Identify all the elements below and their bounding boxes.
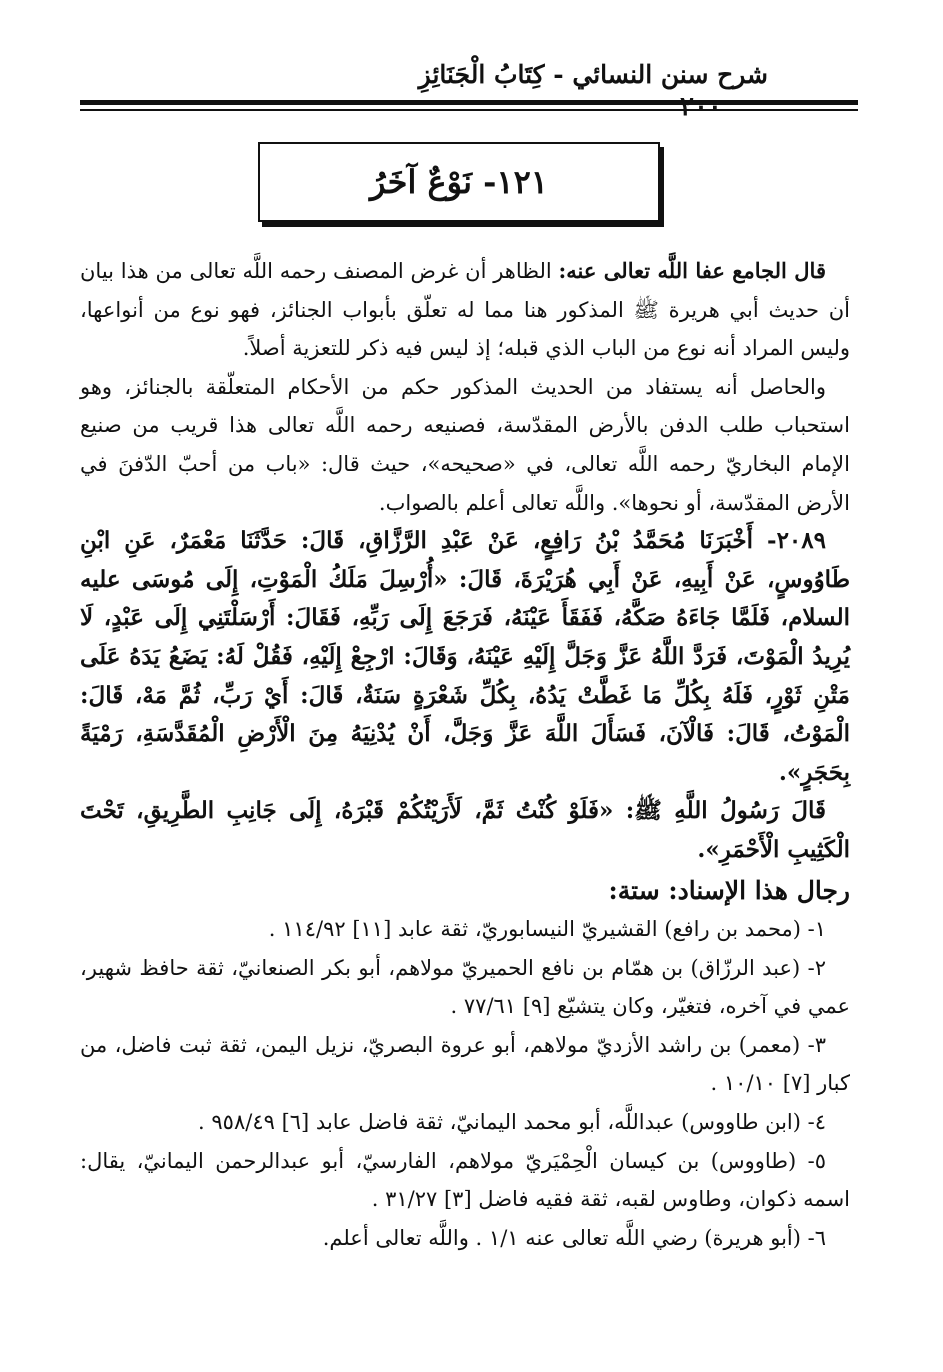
- hadith-closing-text: قَالَ رَسُولُ اللَّهِ ﷺ: «فَلَوْ كُنْتُ ثَمَّ، لَأَرَيْتُكُمْ قَبْرَهُ، إِلَى جَانِبِ الطَّرِيقِ، تَحْتَ الْكَثِيبِ الْأَحْمَرِ».: [80, 797, 850, 863]
- commentary-paragraph-1: [80, 252, 850, 368]
- section-title: ١٢١- نَوْعٌ آخَرُ: [370, 163, 548, 201]
- author-label: قال الجامع عفا اللَّه تعالى عنه:: [558, 258, 826, 283]
- hadith-body: أَخْبَرَنَا مُحَمَّدُ بْنُ رَافِعٍ، عَنْ عَبْدِ الرَّزَّاقِ، قَالَ: حَدَّثَنَا مَعْمَرٌ، عَنِ ابْنِ طَاوُوسٍ، عَنْ أَبِيهِ، عَنْ أَبِي هُرَيْرَةَ، قَالَ: «أُرْسِلَ مَلَكُ الْمَوْتِ، إِلَى مُوسَى عليه السلام، فَلَمَّا جَاءَهُ صَكَّهُ، فَفَقَأَ عَيْنَهُ، فَرَجَعَ إِلَى رَبِّهِ، فَقَالَ: أَرْسَلْتَنِي إِلَى عَبْدٍ، لَا يُرِيدُ الْمَوْتَ، فَرَدَّ اللَّهُ عَزَّ وَجَلَّ إِلَيْهِ عَيْنَهُ، وَقَالَ: ارْجِعْ إِلَيْهِ، فَقُلْ لَهُ: يَضَعُ يَدَهُ عَلَى مَتْنِ ثَوْرٍ، فَلَهُ بِكُلِّ مَا غَطَّتْ يَدُهُ، بِكُلِّ شَعْرَةٍ سَنَةٌ، قَالَ: أَيْ رَبِّ، ثُمَّ مَهْ، قَالَ: الْمَوْتُ، قَالَ: فَالْآنَ، فَسَأَلَ اللَّهَ عَزَّ وَجَلَّ، أَنْ يُدْنِيَهُ مِنَ الْأَرْضِ الْمُقَدَّسَةِ، رَمْيَةً بِحَجَرٍ».: [80, 527, 850, 786]
- hadith-number: ٢٠٨٩-: [767, 527, 826, 555]
- narrators-heading: رجال هذا الإسناد: ستة:: [608, 875, 850, 905]
- narrator-item: ٢- (عبد الرزّاق) بن همّام بن نافع الحميريّ مولاهم، أبو بكر الصنعانيّ، ثقة حافظ شهير، عمي في آخره، فتغيّر، وكان يتشيّع [٩] ٧٧/٦١ .: [80, 955, 850, 1019]
- page-body: [80, 252, 850, 1257]
- narrator-item: ٣- (معمر) بن راشد الأزديّ مولاهم، أبو عروة البصريّ، نزيل اليمن، ثقة ثبت فاضل، من كبار [٧] ١٠/١٠ .: [80, 1032, 850, 1096]
- narrator-item: ٤- (ابن طاووس) عبداللَّه، أبو محمد اليمانيّ، ثقة فاضل عابد [٦] ٩٥٨/٤٩ .: [198, 1110, 826, 1135]
- narrator-item: ١- (محمد بن رافع) القشيريّ النيسابوريّ، ثقة عابد [١١] ١١٤/٩٢ .: [268, 917, 826, 942]
- narrator-item: ٦- (أبو هريرة) رضي اللَّه تعالى عنه ١/١ . واللَّه تعالى أعلم.: [322, 1225, 826, 1250]
- hadith-text: [80, 522, 850, 792]
- commentary-text-1: الظاهر أن غرض المصنف رحمه اللَّه تعالى من هذا بيان أن حديث أبي هريرة ﷺ المذكور هنا مما له تعلّق بأبواب الجنائز، فهو نوع من أنواعها، وليس المراد أنه نوع من الباب الذي قبله؛ إذ ليس فيه ذكر للتعزية أصلاً.: [80, 259, 850, 361]
- commentary-paragraph-2: والحاصل أنه يستفاد من الحديث المذكور حكم من الأحكام المتعلّقة بالجنائز، وهو استحباب طلب الدفن بالأرض المقدّسة، فصنيعه رحمه اللَّه تعالى هذا قريب من صنيع الإمام البخاريّ رحمه اللَّه تعالى، في «صحيحه»، حيث قال: «باب من أحبّ الدّفنَ في الأرض المقدّسة، أو نحوها». واللَّه تعالى أعلم بالصواب.: [80, 374, 850, 515]
- narrators-list: [80, 910, 850, 1257]
- page-number: ٢٠٠: [680, 92, 722, 122]
- section-title-box: [258, 142, 660, 222]
- running-title: شرح سنن النسائي - كِتَابُ الْجَنَائِزِ: [418, 60, 768, 89]
- narrator-item: ٥- (طاووس) بن كيسان الْحِمْيَريّ مولاهم، الفارسيّ، أبو عبدالرحمن اليمانيّ، يقال: اسمه ذكوان، وطاوس لقبه، ثقة فقيه فاضل [٣] ٣١/٢٧ .: [80, 1148, 850, 1212]
